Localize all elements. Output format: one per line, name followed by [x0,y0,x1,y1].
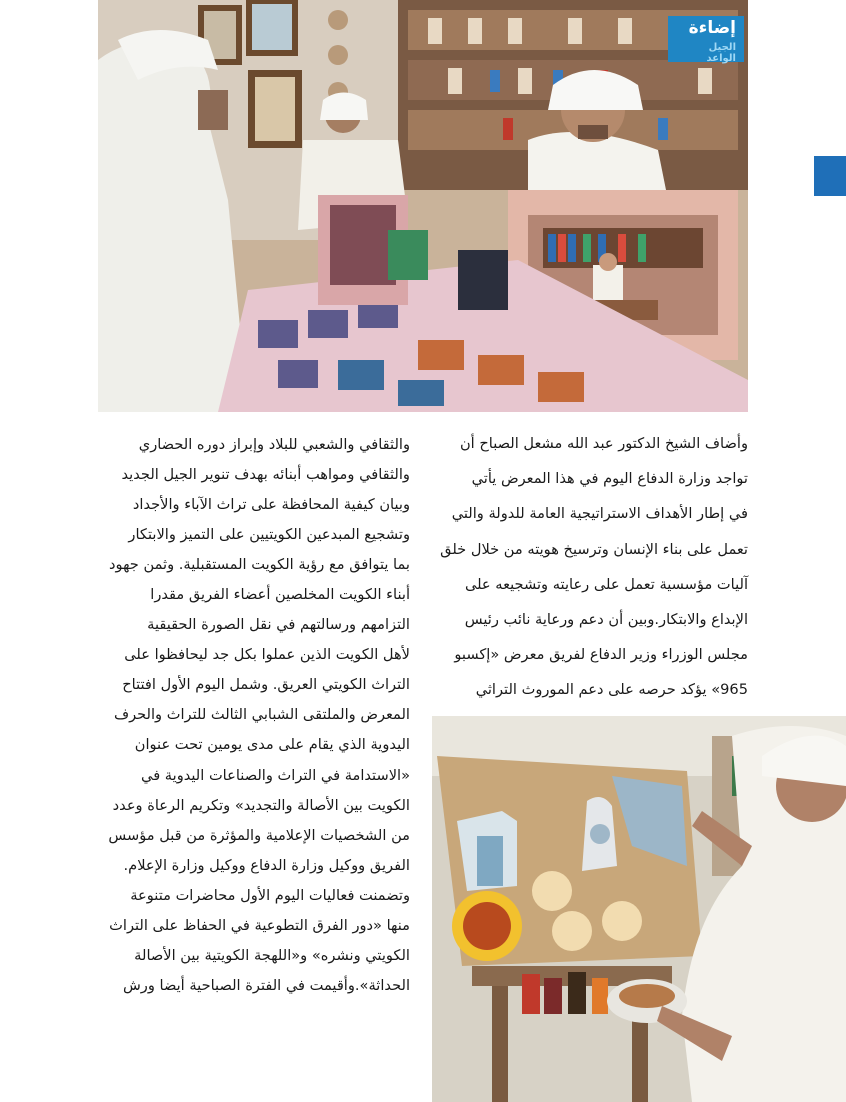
exhibition-stall-photo [98,0,748,412]
article-line: والثقافي والشعبي للبلاد وإبراز دوره الحضاري [138,436,410,453]
article-line: آليات مؤسسية تعمل على رعايته وتشجيعه على [464,575,748,593]
article-line: تواجد وزارة الدفاع اليوم في هذا المعرض يأتي [471,470,748,488]
article-line: مجلس الوزراء وزير الدفاع لفريق معرض «إكسبو [454,646,748,664]
article-line: المعرض والملتقى الشبابي الثالث للتراث والحرف [113,706,410,724]
article-line: تعمل على بناء الإنسان وترسيخ هويته من خلال خلق [440,540,748,558]
article-line: وأضاف الشيخ الدكتور عبد الله مشعل الصباح أن [459,435,748,452]
article-line: الكويت بين الأصالة والتجديد» وتكريم الرعاة وعدد [112,796,410,814]
article-line: وتشجيع المبدعين الكويتيين على التميز والابتكار [128,526,410,544]
section-logo: الجيل الواعد [706,42,736,64]
article-line: الكويتي ونشره» و«اللهجة الكويتية بين الأصالة [134,946,410,964]
article-line: اليدوية الذي يقام على مدى يومين تحت عنوان [134,736,410,754]
section-tag [668,16,744,62]
article-line: التراث الكويتي العريق. وشمل اليوم الأول افتتاح [122,676,410,694]
section-label: إضاءة [688,18,736,38]
article-line: والثقافي ومواهب أبنائه بهدف تنوير الجيل الجديد [121,466,410,484]
painting-easel-photo [432,716,846,1102]
article-line: لأهل الكويت الذين عملوا بكل جد ليحافظوا على [124,646,410,664]
article-line: وبيان كيفية المحافظة على تراث الآباء والأجداد [132,496,410,514]
article-line: من الشخصيات الإعلامية والمؤثرة من قبل مؤسس [108,826,410,844]
article-line: وتضمنت فعاليات اليوم الأول محاضرات متنوعة [130,886,410,904]
article-line: التزامهم ورسالتهم في نقل الصورة الحقيقية [147,616,410,634]
article-line: الحداثة».وأقيمت في الفترة الصباحية أيضا ورش [122,976,410,994]
article-line: أبناء الكويت المخلصين أعضاء الفريق مقدرا [150,586,410,604]
article-line: منها «دور الفرق التطوعية في الحفاظ على التراث [109,916,410,934]
article-column-left [98,430,410,1001]
article-line: «الاستدامة في التراث والصناعات اليدوية في [141,766,410,784]
article-line: بما يتوافق مع رؤية الكويت المستقبلية. وثمن جهود [109,556,410,574]
article-column-right [432,426,748,708]
article-line: في إطار الأهداف الاستراتيجية العامة للدولة والتي [451,505,748,523]
article-line: 965» يؤكد حرصه على دعم الموروث التراثي [475,681,748,699]
article-line: الفريق ووكيل وزارة الدفاع ووكيل وزارة الإعلام. [123,856,410,874]
article-line: الإبداع والابتكار.وبين أن دعم ورعاية نائب رئيس [464,611,748,629]
side-tab-marker [814,156,846,196]
